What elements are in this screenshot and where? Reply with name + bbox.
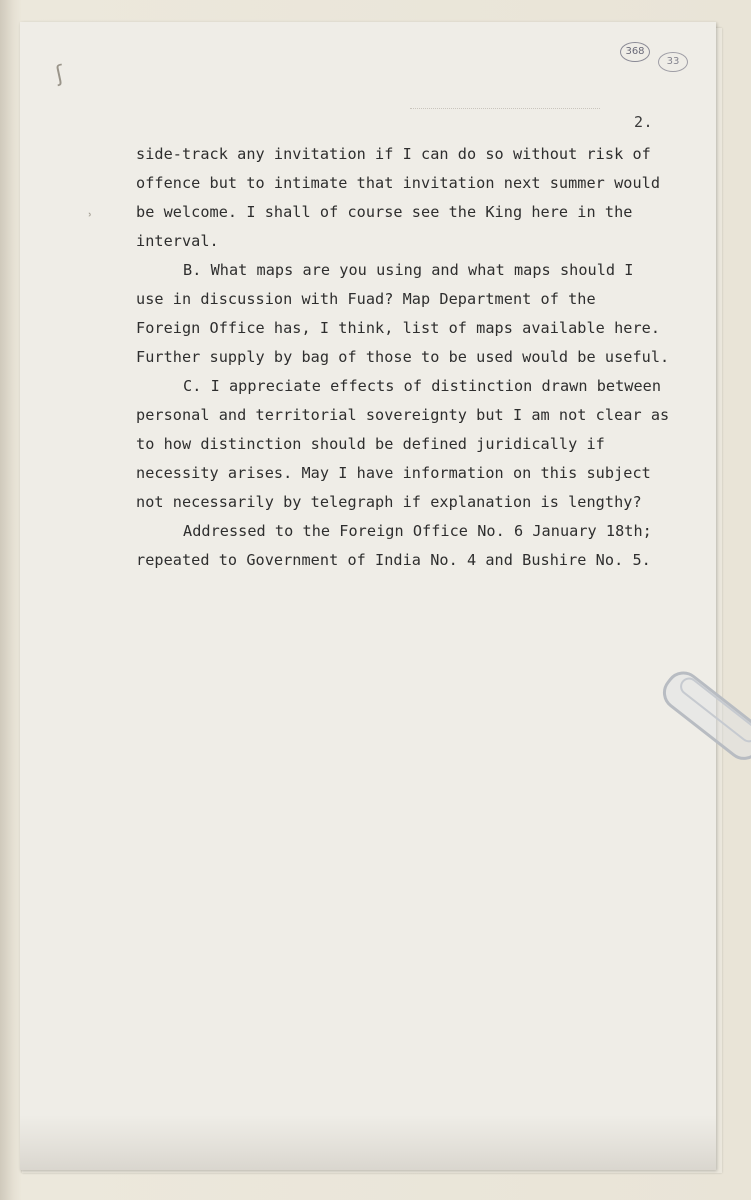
folio-stamp-secondary: 33 <box>658 52 688 72</box>
text-line: interval. <box>136 232 219 250</box>
text-line: be welcome. I shall of course see the King here in the <box>136 203 633 221</box>
pencil-mark: ʃ <box>53 61 66 88</box>
text-line: necessity arises. May I have information on this subject <box>136 464 651 482</box>
text-line: personal and territorial sovereignty but I am not clear as <box>136 406 670 424</box>
text-line: Foreign Office has, I think, list of maps available here. <box>136 319 661 337</box>
faint-specks <box>410 100 600 109</box>
text-line: C. I appreciate effects of distinction drawn between <box>183 377 662 395</box>
text-line: use in discussion with Fuad? Map Department of the <box>136 290 596 308</box>
folio-stamp: 368 <box>620 42 650 62</box>
text-line: not necessarily by telegraph if explanation is lengthy? <box>136 493 642 511</box>
text-line: repeated to Government of India No. 4 and Bushire No. 5. <box>136 551 651 569</box>
page-number: 2. <box>634 113 654 131</box>
text-line: to how distinction should be defined juridically if <box>136 435 605 453</box>
text-line: Further supply by bag of those to be used would be useful. <box>136 348 670 366</box>
page-bottom-fold <box>20 1115 716 1170</box>
text-line: side-track any invitation if I can do so without risk of <box>136 145 651 163</box>
text-line: B. What maps are you using and what maps should I <box>183 261 634 279</box>
text-line: offence but to intimate that invitation next summer would <box>136 174 661 192</box>
ink-speck: ˒ <box>88 208 93 224</box>
typed-body <box>136 140 711 575</box>
text-line: Addressed to the Foreign Office No. 6 January 18th; <box>183 522 652 540</box>
